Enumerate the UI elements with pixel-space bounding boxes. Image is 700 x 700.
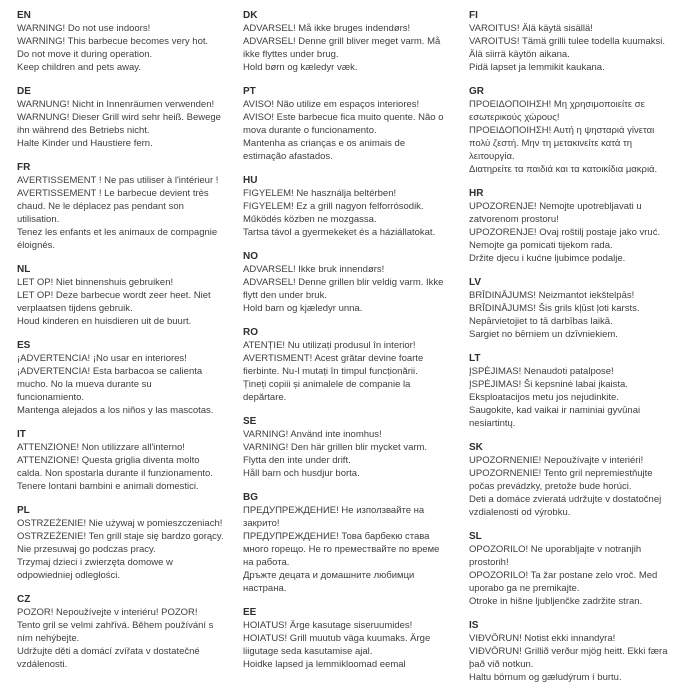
language-code-label: IS — [469, 620, 479, 631]
warning-text-line: prostorih! — [469, 557, 509, 568]
warning-text-line: BRĪDINĀJUMS! Šis grils kļūst ļoti karsts. — [469, 303, 640, 314]
warning-text-line: Tenez les enfants et les animaux de compagnie — [17, 227, 218, 238]
warning-text-line: на работа. — [243, 557, 290, 568]
warning-text-line: HOIATUS! Ärge kasutage siseruumides! — [243, 620, 413, 631]
warning-text-line: FIGYELEM! Ne használja beltérben! — [243, 188, 397, 199]
warning-text-line: VIÐVÖRUN! Notist ekki innandyra! — [469, 633, 616, 644]
language-section-es — [17, 339, 229, 417]
language-section-sl — [469, 530, 681, 608]
language-code-label: BG — [243, 492, 258, 503]
language-section-bg — [243, 491, 455, 595]
language-section-de — [17, 85, 229, 150]
warning-text-line: AVISO! Não utilize em espaços interiores! — [243, 99, 420, 110]
warning-text-line: λειτουργία. — [469, 151, 515, 162]
warning-text-line: UPOZORNENIE! Nepoužívajte v interiéri! — [469, 455, 644, 466]
language-code-label: SK — [469, 442, 483, 453]
language-section-sk — [469, 441, 681, 519]
language-code-label: LV — [469, 277, 482, 288]
warning-text-line: много горещо. Не го премествайте по време — [243, 544, 440, 555]
warning-text-line: ATTENZIONE! Non utilizzare all'interno! — [17, 442, 185, 453]
warning-text-line: estimação afastados. — [243, 151, 333, 162]
warning-text-line: AVERTISSEMENT ! Le barbecue devient très — [17, 188, 209, 199]
warning-text-line: vzdialenosti od výrobku. — [469, 507, 571, 518]
warning-text-line: OPOZORILO! Ne uporabljajte v notranjih — [469, 544, 642, 555]
warning-text-line: Houd kinderen en huisdieren uit de buurt. — [17, 316, 192, 327]
language-section-lv — [469, 276, 681, 341]
warning-text-line: Hold børn og kæledyr væk. — [243, 62, 358, 73]
language-code-label: RO — [243, 327, 258, 338]
language-section-hu — [243, 174, 455, 239]
language-section-is — [469, 619, 681, 684]
warning-text-line: UPOZORENJE! Ovaj roštilj postaje jako vruć. — [469, 227, 661, 238]
warning-text-line: WARNING! Do not use indoors! — [17, 23, 151, 34]
warning-text-line: OSTRZEŻENIE! Ten grill staje się bardzo gorący. — [17, 531, 224, 542]
warning-text-line: AVERTISSEMENT ! Ne pas utiliser à l'intérieur ! — [17, 175, 219, 186]
warning-text-line: Hold barn og kjæledyr unna. — [243, 303, 363, 314]
warning-text-line: ikke flyttes under brug. — [243, 49, 339, 60]
warning-text-line: Eksploatacijos metu jos nejudinkite. — [469, 392, 619, 403]
language-section-no — [243, 250, 455, 315]
warning-text-line: Do not move it during operation. — [17, 49, 153, 60]
warning-text-line: ĮSPĖJIMAS! Nenaudoti patalpose! — [469, 366, 614, 377]
warning-text-line: HOIATUS! Grill muutub väga kuumaks. Ärge — [243, 633, 431, 644]
language-code-label: EN — [17, 10, 31, 21]
language-code-label: FI — [469, 10, 478, 21]
warning-text-line: Sargiet no bērniem un dzīvniekiem. — [469, 329, 618, 340]
warning-text-line: VAROITUS! Älä käytä sisällä! — [469, 23, 593, 34]
warning-text-line: ATTENZIONE! Questa griglia diventa molto — [17, 455, 200, 466]
language-section-se — [243, 415, 455, 480]
language-section-nl — [17, 263, 229, 328]
language-code-label: FR — [17, 162, 31, 173]
language-code-label: DK — [243, 10, 258, 21]
language-section-ro — [243, 326, 455, 404]
warning-text-line: fierbinte. Nu-l mutați în timpul funcționării. — [243, 366, 418, 377]
warning-text-line: mucho. No la mueva durante su — [17, 379, 152, 390]
warning-text-line: Tartsa távol a gyermekeket és a háziállatokat. — [243, 227, 436, 238]
warning-text-line: ΠΡΟΕΙΔΟΠΟΙΗΣΗ! Μη χρησιμοποιείτε σε — [469, 99, 645, 110]
warning-text-line: πολύ ζεστή. Μην τη μετακινείτε κατά τη — [469, 138, 633, 149]
language-section-fi — [469, 9, 681, 74]
warning-text-line: ním nehýbejte. — [17, 633, 80, 644]
warning-text-line: chaud. Ne le déplacez pas pendant son — [17, 201, 184, 212]
language-section-pl — [17, 504, 229, 582]
language-section-dk — [243, 9, 455, 74]
warning-text-line: Udržujte děti a domácí zvířata v dostatečné — [17, 646, 200, 657]
warning-text-line: flytt den under bruk. — [243, 290, 327, 301]
warning-text-line: Saugokite, kad vaikai ir naminiai gyvūnai — [469, 405, 641, 416]
warning-text-line: FIGYELEM! Ez a grill nagyon felforrósodik. — [243, 201, 424, 212]
language-code-label: ES — [17, 340, 31, 351]
warning-text-line: ADVARSEL! Må ikke bruges indendørs! — [243, 23, 411, 34]
warning-text-line: ADVARSEL! Denne grillen blir veldig varm. Ikke — [243, 277, 444, 288]
warning-text-line: verplaatsen tijdens gebruik. — [17, 303, 133, 314]
warning-text-line: uporabo ga ne premikajte. — [469, 583, 580, 594]
text-column-3 — [469, 9, 681, 700]
warning-text-line: VARNING! Den här grillen blir mycket varm. — [243, 442, 428, 453]
language-section-ee — [243, 606, 455, 671]
language-code-label: HR — [469, 188, 484, 199]
warning-text-line: ADVARSEL! Ikke bruk innendørs! — [243, 264, 385, 275]
warning-text-line: настрана. — [243, 583, 287, 594]
warning-text-line: AVISO! Este barbecue fica muito quente. Não o — [243, 112, 444, 123]
warning-text-line: Nepārvietojiet to tā darbības laikā. — [469, 316, 613, 327]
language-code-label: SL — [469, 531, 482, 542]
warning-text-line: funcionamiento. — [17, 392, 85, 403]
language-code-label: HU — [243, 175, 258, 186]
warning-text-line: Pidä lapset ja lemmikit kaukana. — [469, 62, 605, 73]
warning-text-line: VAROITUS! Tämä grilli tulee todella kuumaksi. — [469, 36, 666, 47]
warning-text-line: Διατηρείτε τα παιδιά και τα κατοικίδια μακριά. — [469, 164, 658, 175]
language-code-label: PT — [243, 86, 256, 97]
language-section-pt — [243, 85, 455, 163]
language-section-hr — [469, 187, 681, 265]
warning-text-line: Otroke in hišne ljubljenčke zadržite stran. — [469, 596, 643, 607]
language-code-label: DE — [17, 86, 31, 97]
language-code-label: NO — [243, 251, 258, 262]
language-code-label: SE — [243, 416, 257, 427]
warning-text-line: mova durante o funcionamento. — [243, 125, 377, 136]
language-code-label: NL — [17, 264, 31, 275]
warning-text-line: ПРЕДУПРЕЖДЕНИЕ! Това барбекю става — [243, 531, 430, 542]
warning-text-line: Älä siirrä käytön aikana. — [469, 49, 570, 60]
language-section-lt — [469, 352, 681, 430]
warning-text-line: εσωτερικούς χώρους! — [469, 112, 560, 123]
warning-text-line: WARNING! This barbecue becomes very hot. — [17, 36, 209, 47]
warning-text-line: Mantenha as crianças e os animais de — [243, 138, 406, 149]
warning-text-line: Működés közben ne mozgassa. — [243, 214, 377, 225]
language-code-label: LT — [469, 353, 481, 364]
warning-text-line: ihn während des Betriebs nicht. — [17, 125, 150, 136]
warning-text-line: ПРЕДУПРЕЖДЕНИЕ! Не използвайте на — [243, 505, 425, 516]
warning-text-line: Дръжте децата и домашните любимци — [243, 570, 415, 581]
warning-text-line: Halte Kinder und Haustiere fern. — [17, 138, 153, 149]
language-code-label: IT — [17, 429, 26, 440]
language-code-label: EE — [243, 607, 257, 618]
warning-text-line: Flytta den inte under drift. — [243, 455, 351, 466]
language-section-cz — [17, 593, 229, 671]
warning-text-line: Držite djecu i kućne ljubimce podalje. — [469, 253, 626, 264]
warning-text-line: LET OP! Niet binnenshuis gebruiken! — [17, 277, 174, 288]
warning-text-line: depărtare. — [243, 392, 287, 403]
language-section-it — [17, 428, 229, 493]
warning-text-line: Haltu börnum og gæludýrum í burtu. — [469, 672, 622, 683]
warning-text-line: vzdálenosti. — [17, 659, 68, 670]
warning-text-line: Håll barn och husdjur borta. — [243, 468, 360, 479]
warning-text-line: закрито! — [243, 518, 280, 529]
warning-text-line: Hoidke lapsed ja lemmikloomad eemal — [243, 659, 406, 670]
warning-text-line: OPOZORILO! Ta žar postane zelo vroč. Med — [469, 570, 658, 581]
warning-text-line: AVERTISMENT! Acest grătar devine foarte — [243, 353, 424, 364]
warning-text-line: Tenere lontani bambini e animali domestici. — [17, 481, 199, 492]
warning-text-line: nesiartintų. — [469, 418, 516, 429]
text-column-2 — [243, 9, 455, 700]
warning-text-line: Deti a domáce zvieratá udržujte v dostatočnej — [469, 494, 662, 505]
warning-text-line: calda. Non spostarla durante il funzionamento. — [17, 468, 213, 479]
warning-text-line: Trzymaj dzieci i zwierzęta domowe w — [17, 557, 173, 568]
warning-text-line: Tento gril se velmi zahřívá. Během používání s — [17, 620, 214, 631]
warning-text-line: VIÐVÖRUN! Grillið verður mjög heitt. Ekki færa — [469, 646, 668, 657]
warning-text-line: BRĪDINĀJUMS! Neizmantot iekštelpās! — [469, 290, 635, 301]
warning-text-line: OSTRZEŻENIE! Nie używaj w pomieszczeniach! — [17, 518, 223, 529]
warning-text-line: ΠΡΟΕΙΔΟΠΟΙΗΣΗ! Αυτή η ψησταριά γίνεται — [469, 125, 655, 136]
language-code-label: CZ — [17, 594, 31, 605]
language-code-label: GR — [469, 86, 484, 97]
warning-text-line: Țineți copiii și animalele de companie la — [243, 379, 411, 390]
language-section-fr — [17, 161, 229, 252]
warning-text-line: utilisation. — [17, 214, 60, 225]
language-code-label: PL — [17, 505, 30, 516]
language-section-gr — [469, 85, 681, 176]
warning-text-line: POZOR! Nepoužívejte v interiéru! POZOR! — [17, 607, 198, 618]
warning-text-line: Keep children and pets away. — [17, 62, 141, 73]
warning-text-line: ¡ADVERTENCIA! Esta barbacoa se calienta — [17, 366, 203, 377]
warning-text-line: ¡ADVERTENCIA! ¡No usar en interiores! — [17, 353, 187, 364]
warning-text-line: LET OP! Deze barbecue wordt zeer heet. Niet — [17, 290, 211, 301]
warning-text-line: WARNUNG! Nicht in Innenräumen verwenden! — [17, 99, 215, 110]
warning-text-line: það við notkun. — [469, 659, 534, 670]
language-section-en — [17, 9, 229, 74]
warning-text-line: VARNING! Använd inte inomhus! — [243, 429, 382, 440]
warning-text-line: liigutage seda kasutamise ajal. — [243, 646, 373, 657]
warning-text-line: ATENȚIE! Nu utilizați produsul în interior! — [243, 340, 416, 351]
warning-text-line: zatvorenom prostoru! — [469, 214, 559, 225]
warning-text-line: WARNUNG! Dieser Grill wird sehr heiß. Bewege — [17, 112, 221, 123]
warning-text-line: UPOZORENJE! Nemojte upotrebljavati u — [469, 201, 642, 212]
warning-text-line: ĮSPĖJIMAS! Ši kepsninė labai įkaista. — [469, 379, 628, 390]
warning-text-line: počas prevádzky, pretože bude horúci. — [469, 481, 632, 492]
warning-text-line: Nemojte ga pomicati tijekom rada. — [469, 240, 613, 251]
warning-text-line: UPOZORNENIE! Tento gril nepremiestňujte — [469, 468, 653, 479]
warning-text-line: Nie przesuwaj go podczas pracy. — [17, 544, 156, 555]
warning-text-line: odpowiedniej odległości. — [17, 570, 120, 581]
text-column-1 — [17, 9, 229, 700]
warning-text-line: ADVARSEL! Denne grill bliver meget varm. Må — [243, 36, 441, 47]
warning-text-line: éloignés. — [17, 240, 56, 251]
warning-text-line: Mantenga alejados a los niños y las mascotas. — [17, 405, 214, 416]
